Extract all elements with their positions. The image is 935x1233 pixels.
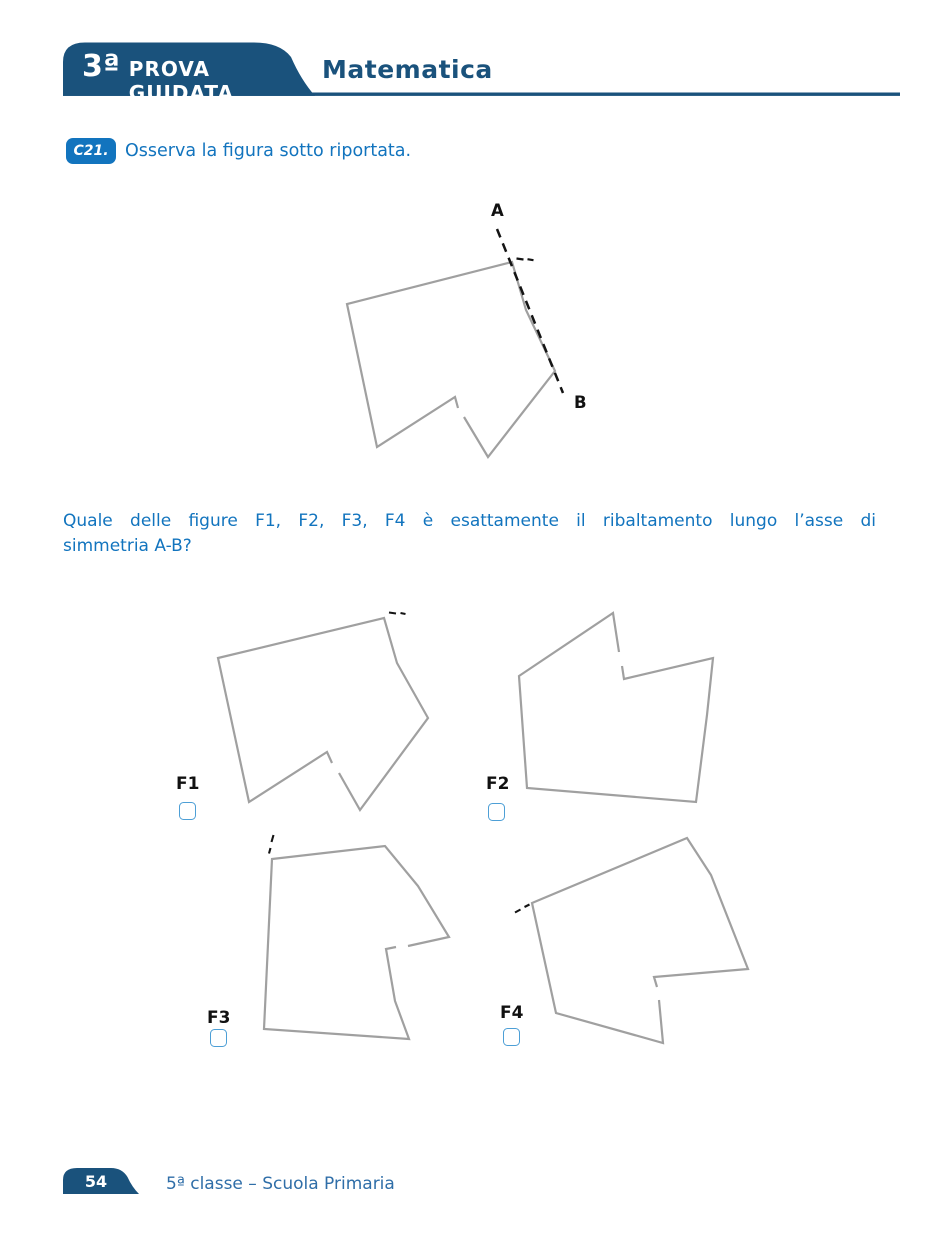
page-number: 54 [84, 1171, 108, 1191]
axis-label-b: B [574, 393, 587, 412]
axis-tick-marks [517, 259, 534, 261]
option-label-f2: F2 [486, 774, 510, 794]
question-intro: Osserva la figura sotto riportata. [125, 141, 412, 161]
answer-checkbox-f4[interactable] [503, 1028, 520, 1046]
header-tab [82, 49, 307, 105]
axis-label-a: A [491, 201, 504, 220]
question-code-badge: C21. [66, 138, 116, 164]
question-prompt-line2: simmetria A-B? [63, 536, 192, 556]
axis-tick-marks-f3 [269, 835, 274, 854]
footer-text: 5ª classe – Scuola Primaria [166, 1174, 395, 1194]
question-prompt-line1: Quale delle figure F1, F2, F3, F4 è esattamente il ribaltamento lungo l’asse di [63, 511, 876, 531]
option-label-f4: F4 [500, 1003, 524, 1023]
answer-checkbox-f3[interactable] [210, 1029, 227, 1047]
answer-checkbox-f1[interactable] [179, 802, 196, 820]
subject-title: Matematica [322, 55, 493, 84]
figure-outline-f4 [532, 838, 748, 1043]
axis-tick-marks-f1 [389, 613, 406, 615]
answer-checkbox-f2[interactable] [488, 803, 505, 821]
question-prompt [63, 509, 876, 559]
prova-label: PROVA GUIDATA [128, 57, 234, 105]
option-label-f3: F3 [207, 1008, 231, 1028]
figure-outline-f2 [519, 613, 713, 802]
prova-number: 3ª [82, 49, 120, 84]
figure-outline-f3 [264, 846, 449, 1039]
figure-outline-f1 [218, 618, 428, 810]
figure-outline-main [347, 262, 555, 457]
axis-tick-marks-f4 [515, 905, 530, 913]
option-label-f1: F1 [176, 774, 200, 794]
